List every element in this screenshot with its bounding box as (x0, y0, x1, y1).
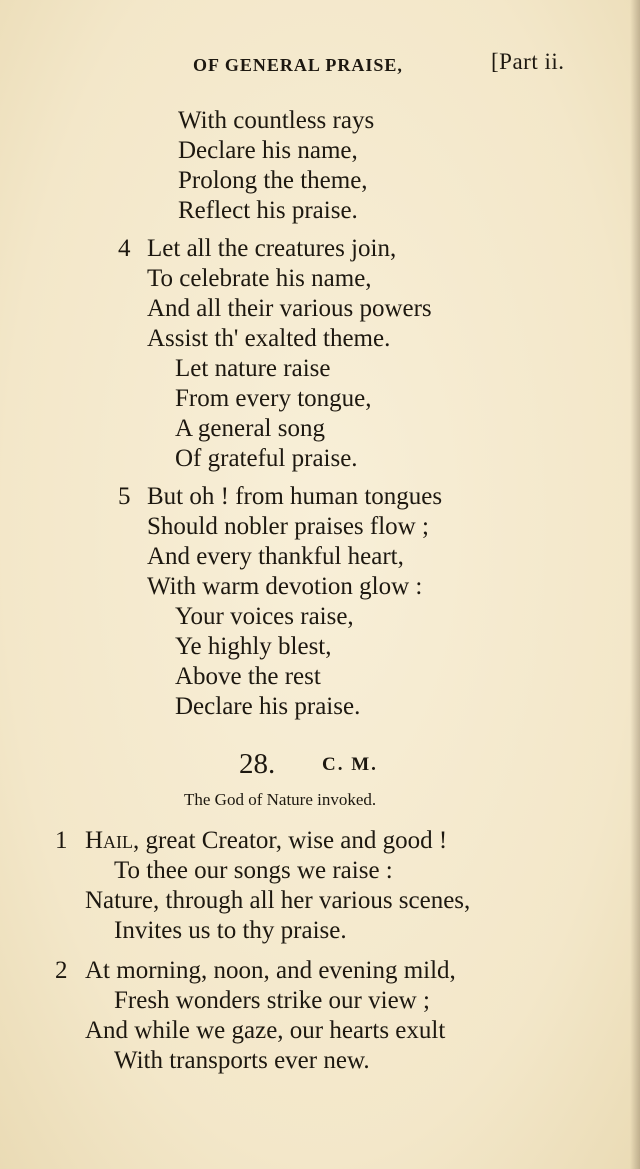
verse-line: And every thankful heart, (147, 543, 404, 570)
verse-line: A general song (175, 415, 325, 442)
verse-line: To celebrate his name, (147, 265, 372, 292)
verse-line-rest: great Creator, wise and good ! (139, 827, 448, 854)
verse-line: With warm devotion glow : (147, 573, 423, 600)
verse-line: Assist th' exalted theme. (147, 325, 391, 352)
verse-line: Ye highly blest, (175, 633, 332, 660)
verse-line: Reflect his praise. (178, 197, 358, 224)
hymn-heading (0, 748, 640, 782)
verse-line: With countless rays (178, 107, 375, 134)
verse-number: 2 (55, 957, 68, 984)
verse-line: And all their various powers (147, 295, 432, 322)
running-header-title: OF GENERAL PRAISE, (193, 55, 403, 75)
verse-line: Fresh wonders strike our view ; (114, 987, 430, 1014)
verse-line: Your voices raise, (175, 603, 354, 630)
verse-line: Of grateful praise. (175, 445, 358, 472)
verse-line: Let all the creatures join, (147, 235, 397, 262)
verse-line: But oh ! from human tongues (147, 483, 443, 510)
hymn-title: The God of Nature invoked. (184, 790, 377, 809)
verse-line: Let nature raise (175, 355, 331, 382)
verse-number: 5 (118, 483, 131, 510)
verse-line: Above the rest (175, 663, 321, 690)
verse-line: From every tongue, (175, 385, 372, 412)
running-header-part: [Part ii. (491, 49, 565, 74)
verse-line: And while we gaze, our hearts exult (85, 1017, 446, 1044)
verse-line: With transports ever new. (114, 1047, 370, 1074)
verse-line: Prolong the theme, (178, 167, 368, 194)
verse-line: To thee our songs we raise : (114, 857, 393, 884)
verse-line: Invites us to thy praise. (114, 917, 347, 944)
verse-line: At morning, noon, and evening mild, (85, 957, 456, 984)
page-gutter-shadow (630, 0, 640, 1169)
hymn-meter: C. M. (322, 754, 378, 775)
verse-line: Nature, through all her various scenes, (85, 887, 471, 914)
verse-line: Should nobler praises flow ; (147, 513, 429, 540)
verse-line: Declare his name, (178, 137, 358, 164)
verse-line: Declare his praise. (175, 693, 361, 720)
hymn-number: 28. (239, 748, 276, 780)
drop-word: Hail, (85, 827, 140, 854)
verse-line (85, 826, 447, 856)
verse-number: 4 (118, 235, 131, 262)
verse-number: 1 (55, 827, 68, 854)
